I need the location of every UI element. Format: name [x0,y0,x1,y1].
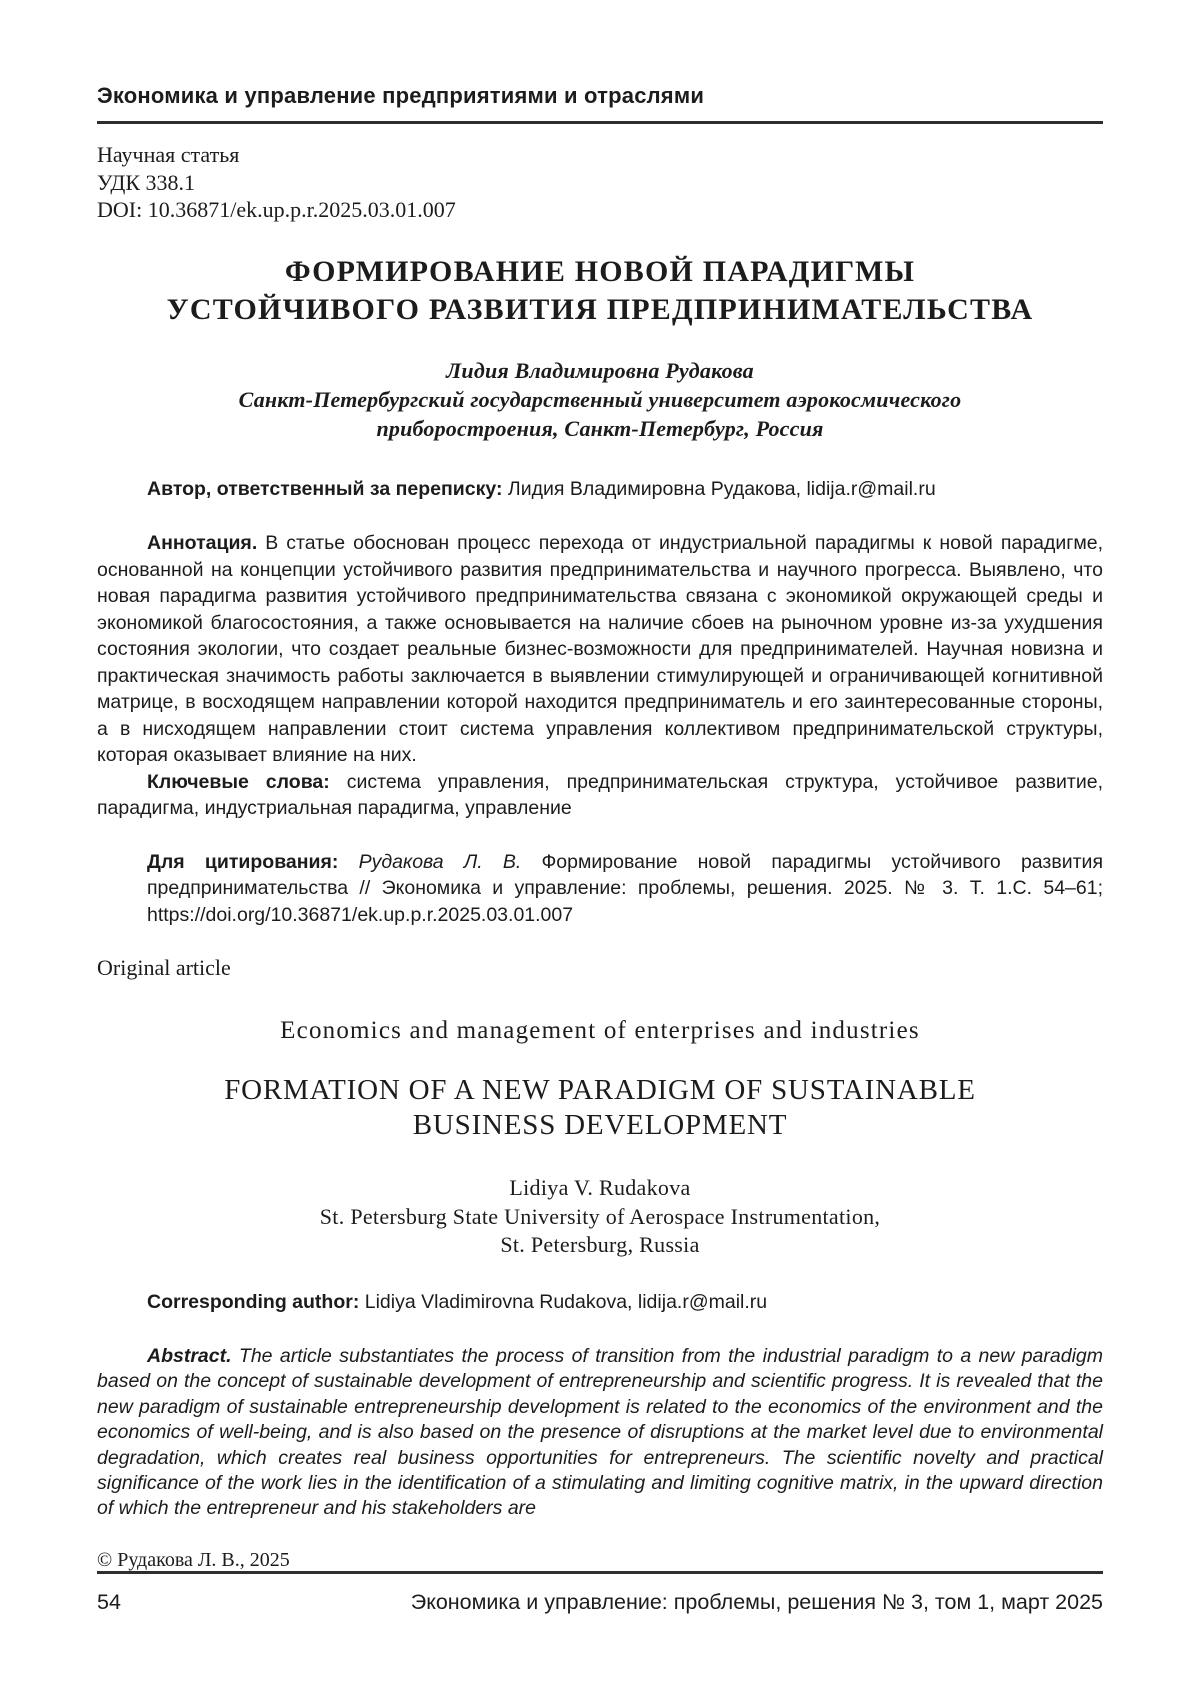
affiliation-ru-line2: приборостроения, Санкт-Петербург, Россия [376,415,824,441]
running-head: Экономика и управление предприятиями и отраслями [97,83,705,108]
abstract-text-en: The article substantiates the process of transition from the industrial paradigm to a new paradigm based on the concept of sustainable development of entrepreneurship and scientific progress. It is revealed that the new paradigm of sustainable entrepreneurship development is related to the economics of the environment and the economics of well-being, and is also based on the presence of disruptions at the market level due to environmental degradation, which creates real business opportunities for entrepreneurs. The scientific novelty and practical significance of the work lies in the identification of a stimulating and limiting cognitive matrix, in the upward direction of which the entrepreneur and his stakeholders are [97,1345,1103,1520]
abstract-label-en: Abstract. [147,1345,232,1367]
article-title-en [97,1073,1103,1143]
keywords-text-ru: система управления, предпринимательская структура, устойчивое развитие, парадигма, индустриальная парадигма, управление [97,770,1103,819]
article-title-ru-line1: ФОРМИРОВАНИЕ НОВОЙ ПАРАДИГМЫ [284,254,916,288]
abstract-label-ru: Аннотация. [147,532,258,554]
udc-code: УДК 338.1 [97,169,196,195]
citation-ru [147,849,1103,929]
article-title-ru-line2: УСТОЙЧИВОГО РАЗВИТИЯ ПРЕДПРИНИМАТЕЛЬСТВА [166,292,1034,326]
header-rule [97,121,1103,124]
page-footer [97,1571,1103,1615]
affiliation-ru-line1: Санкт-Петербургский государственный университет аэрокосмического [238,386,962,412]
copyright-notice: © Рудакова Л. В., 2025 [97,1548,290,1571]
article-meta [97,141,1103,224]
article-title-ru [97,253,1103,329]
article-type-ru: Научная статья [97,142,240,167]
affiliation-en-line1: St. Petersburg State University of Aerospace Instrumentation, [319,1203,881,1229]
author-block-en [97,1174,1103,1260]
corresponding-text-ru: Лидия Владимировна Рудакова, lidija.r@mail.ru [507,477,936,500]
corresponding-label-ru: Автор, ответственный за переписку: [147,477,503,500]
article-title-en-line2: BUSINESS DEVELOPMENT [412,1109,788,1141]
page-number: 54 [97,1590,121,1614]
article-type-en: Original article [97,955,231,980]
author-name-en: Lidiya V. Rudakova [509,1175,691,1200]
keywords-ru [97,769,1103,822]
author-name-ru: Лидия Владимировна Рудакова [446,357,754,383]
citation-author-ru: Рудакова Л. В. [358,850,522,873]
corresponding-label-en: Corresponding author: [147,1290,360,1313]
citation-text-ru: Формирование новой парадигмы устойчивого развития предпринимательства // Экономика и управление: проблемы, решения. 2025. № 3. Т. 1.С. 54–61; https://doi.org/10.36871/ek.up.p.r.2025.03.01.007 [147,850,1104,926]
corresponding-text-en: Lidiya Vladimirovna Rudakova, lidija.r@mail.ru [364,1290,768,1313]
article-title-en-line1: FORMATION OF A NEW PARADIGM OF SUSTAINABLE [224,1074,976,1106]
author-block-ru [97,356,1103,443]
footer-rule [97,1571,1103,1574]
abstract-en [97,1344,1103,1522]
section-heading-en: Economics and management of enterprises and industries [280,1017,920,1044]
doi-line: DOI: 10.36871/ek.up.p.r.2025.03.01.007 [97,197,456,222]
abstract-text-ru: В статье обоснован процесс перехода от индустриальной парадигмы к новой парадигме, основанной на концепции устойчивого развития предпринимательства и научного прогресса. Выявлено, что новая парадигма развития устойчивого предпринимательства связана с экономикой окружающей среды и экономикой благосостояния, а также основывается на наличие сбоев на рыночном уровне из-за ухудшения состояния экологии, что создает реальные бизнес-возможности для предпринимателей. Научная новизна и практическая значимость работы заключается в выявлении стимулирующей и ограничивающей когнитивной матрице, в восходящем направлении которой находится предприниматель и его заинтересованные стороны, а в нисходящем направлении стоит система управления коллективом предпринимательской структуры, которая оказывает влияние на них. [97,532,1103,766]
corresponding-author-ru [97,476,1103,503]
keywords-label-ru: Ключевые слова: [147,770,330,793]
citation-label-ru: Для цитирования: [147,850,339,873]
affiliation-en-line2: St. Petersburg, Russia [500,1232,700,1257]
corresponding-author-en [97,1289,1103,1316]
journal-footer-line: Экономика и управление: проблемы, решения № 3, том 1, март 2025 [410,1590,1103,1614]
abstract-ru [97,530,1103,769]
